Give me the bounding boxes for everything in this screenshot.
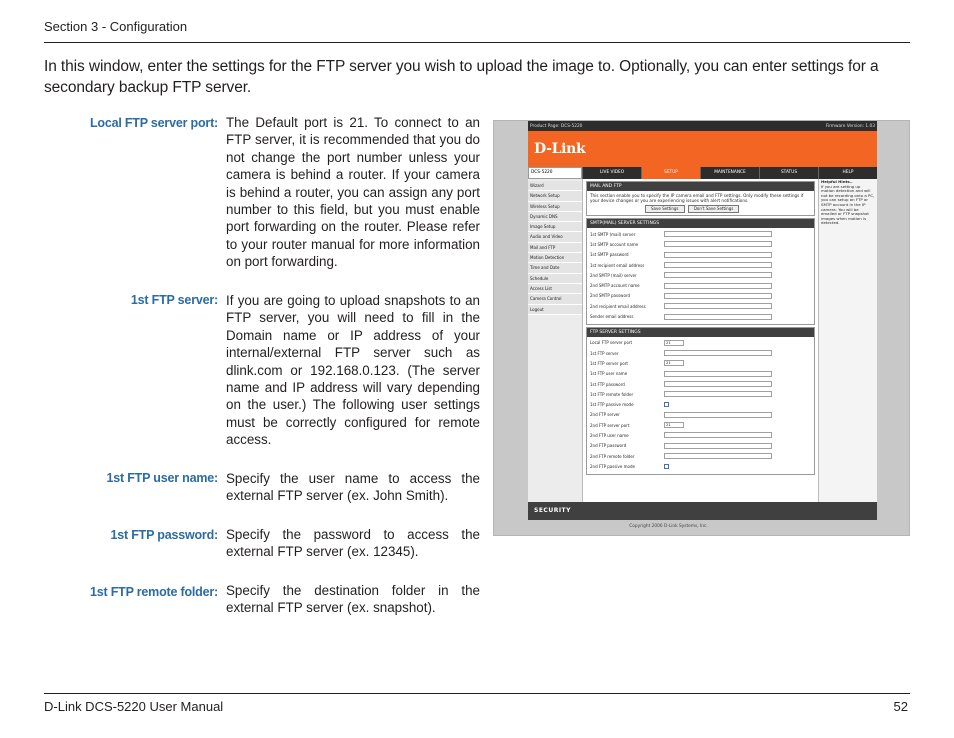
smtp-row bbox=[590, 229, 811, 239]
ftp-title: FTP SERVER SETTINGS bbox=[587, 328, 814, 337]
ftp-row bbox=[590, 430, 811, 440]
ftp-row bbox=[590, 389, 811, 399]
def-label-local-ftp-port: Local FTP server port: bbox=[89, 116, 218, 130]
1st-ftp-remote-folder-input[interactable] bbox=[664, 391, 772, 397]
ftp-row bbox=[590, 410, 811, 420]
sidebar-item-wireless-setup[interactable]: Wireless Setup bbox=[528, 202, 582, 212]
ftp-field-label: 2nd FTP server bbox=[590, 412, 620, 418]
ftp-field-label: 1st FTP remote folder bbox=[590, 391, 634, 397]
sidebar-item-schedule[interactable]: Schedule bbox=[528, 274, 582, 284]
def-text-1st-ftp-password: Specify the password to access the external FTP server (ex. 12345). bbox=[226, 527, 480, 560]
copyright-text: Copyright 2006 D-Link Systems, Inc. bbox=[629, 524, 708, 529]
1st-smtp-mail-server-input[interactable] bbox=[664, 231, 772, 237]
smtp-field-label: 2nd SMTP account name bbox=[590, 283, 640, 289]
mail-ftp-description: This section enable you to specify the IP camera email and FTP settings. Only modify these settings if your device changes or you are experiencing issues with alert notifications. bbox=[590, 193, 804, 203]
ftp-row bbox=[590, 451, 811, 461]
camera-web-app bbox=[528, 121, 877, 520]
tab-live-video[interactable]: LIVE VIDEO bbox=[582, 167, 641, 179]
1st-ftp-server-port-input[interactable]: 21 bbox=[664, 360, 684, 366]
smtp-title: SMTP(MAIL) SERVER SETTINGS bbox=[587, 219, 814, 228]
def-label-1st-ftp-folder: 1st FTP remote folder: bbox=[89, 585, 218, 599]
sidebar-item-image-setup[interactable]: Image Setup bbox=[528, 222, 582, 232]
1st-ftp-passive-mode-checkbox[interactable] bbox=[664, 402, 669, 407]
smtp-row bbox=[590, 280, 811, 290]
1st-smtp-password-input[interactable] bbox=[664, 252, 772, 258]
dont-save-settings-button[interactable]: Don't Save Settings bbox=[688, 205, 740, 213]
2nd-ftp-password-input[interactable] bbox=[664, 443, 772, 449]
ftp-row bbox=[590, 441, 811, 451]
ftp-field-label: 1st FTP server bbox=[590, 350, 619, 356]
intro-paragraph: In this window, enter the settings for the FTP server you wish to upload the image to. Optionally, you can enter settings for a secondary backup FTP server. bbox=[44, 58, 879, 96]
security-bar: SECURITY bbox=[528, 502, 877, 520]
2nd-ftp-remote-folder-input[interactable] bbox=[664, 453, 772, 459]
1st-ftp-server-input[interactable] bbox=[664, 350, 772, 356]
smtp-field-label: 1st SMTP account name bbox=[590, 241, 639, 247]
sidebar-item-camera-control[interactable]: Camera Control bbox=[528, 294, 582, 304]
mail-ftp-title: MAIL AND FTP bbox=[587, 182, 814, 191]
ftp-field-label: 2nd FTP user name bbox=[590, 432, 629, 438]
section-header: Section 3 - Configuration bbox=[44, 19, 188, 34]
def-text-local-ftp-port: The Default port is 21. To connect to an FTP server, it is recommended that you do not change the port number unless your camera is behind a router. If your camera is behind a router, you can assign any port number to this field, but you must enable port forwarding on the router. Please refer to your router manual for more information on port forwarding. bbox=[226, 115, 480, 270]
main-tab-bar bbox=[528, 167, 877, 179]
sidebar-item-time-and-date[interactable]: Time and Date bbox=[528, 263, 582, 273]
top-info-bar bbox=[528, 121, 877, 131]
1st-ftp-user-name-input[interactable] bbox=[664, 371, 772, 377]
sidebar-item-network-setup[interactable]: Network Setup bbox=[528, 191, 582, 201]
smtp-row bbox=[590, 311, 811, 321]
tab-status[interactable]: STATUS bbox=[759, 167, 818, 179]
2nd-smtp-account-name-input[interactable] bbox=[664, 283, 772, 289]
sidebar-item-audio-and-video[interactable]: Audio and Video bbox=[528, 232, 582, 242]
2nd-ftp-server-input[interactable] bbox=[664, 412, 772, 418]
ftp-row bbox=[590, 399, 811, 409]
sidebar-item-logout[interactable]: Logout bbox=[528, 305, 582, 315]
camera-ui-screenshot bbox=[493, 120, 910, 536]
def-text-1st-ftp-folder: Specify the destination folder in the external FTP server (ex. snapshot). bbox=[226, 583, 480, 616]
ftp-field-label: 1st FTP passive mode bbox=[590, 402, 634, 408]
def-text-1st-ftp-server: If you are going to upload snapshots to an FTP server, you will need to fill in the Domain name or IP address of your internal/external FTP server such as dlink.com or 192.168.0.123. (The server name and IP address will vary depending on the user.) The following user settings must be correctly configured for remote access. bbox=[226, 293, 480, 448]
save-settings-button[interactable]: Save Settings bbox=[645, 205, 685, 213]
sidebar-item-dynamic-dns[interactable]: Dynamic DNS bbox=[528, 212, 582, 222]
sidebar-item-mail-and-ftp[interactable]: Mail and FTP bbox=[528, 243, 582, 253]
model-label: DCS-5220 bbox=[528, 167, 582, 179]
ftp-row bbox=[590, 461, 811, 471]
footer-page-number: 52 bbox=[893, 699, 908, 714]
ftp-row bbox=[590, 338, 811, 348]
smtp-row bbox=[590, 250, 811, 260]
ftp-field-label: 2nd FTP password bbox=[590, 443, 627, 449]
ftp-field-label: 1st FTP password bbox=[590, 381, 625, 387]
2nd-smtp-mail-server-input[interactable] bbox=[664, 272, 772, 278]
2nd-recipient-email-address-input[interactable] bbox=[664, 303, 772, 309]
ftp-row bbox=[590, 420, 811, 430]
def-label-1st-ftp-password: 1st FTP password: bbox=[110, 528, 218, 542]
smtp-field-label: 2nd SMTP password bbox=[590, 293, 630, 299]
smtp-field-label: 1st recipient email address bbox=[590, 262, 645, 268]
ftp-row bbox=[590, 348, 811, 358]
smtp-field-label: 1st SMTP password bbox=[590, 252, 629, 258]
2nd-ftp-passive-mode-checkbox[interactable] bbox=[664, 464, 669, 469]
smtp-row bbox=[590, 291, 811, 301]
dlink-logo: D-Link bbox=[534, 141, 586, 157]
ftp-field-label: 2nd FTP passive mode bbox=[590, 463, 635, 469]
2nd-ftp-server-port-input[interactable]: 21 bbox=[664, 422, 684, 428]
ftp-row bbox=[590, 369, 811, 379]
ftp-row bbox=[590, 358, 811, 368]
def-text-1st-ftp-user: Specify the user name to access the external FTP server (ex. John Smith). bbox=[226, 471, 480, 504]
smtp-field-label: 1st SMTP (mail) server bbox=[590, 231, 636, 237]
tab-setup[interactable]: SETUP bbox=[641, 167, 700, 179]
mail-ftp-panel bbox=[586, 181, 815, 216]
smtp-field-label: Sender email address bbox=[590, 314, 634, 320]
tab-help[interactable]: HELP bbox=[818, 167, 877, 179]
smtp-row bbox=[590, 260, 811, 270]
ftp-panel bbox=[586, 327, 815, 475]
sidebar-item-motion-detection[interactable]: Motion Detection bbox=[528, 253, 582, 263]
ftp-row bbox=[590, 379, 811, 389]
ftp-field-label: 1st FTP user name bbox=[590, 371, 628, 377]
footer-rule bbox=[44, 693, 910, 694]
1st-ftp-password-input[interactable] bbox=[664, 381, 772, 387]
local-ftp-server-port-input[interactable]: 21 bbox=[664, 340, 684, 346]
hints-title: Helpful Hints.. bbox=[821, 179, 853, 184]
footer-manual-title: D-Link DCS-5220 User Manual bbox=[44, 699, 224, 714]
smtp-row bbox=[590, 270, 811, 280]
def-label-1st-ftp-server: 1st FTP server: bbox=[130, 293, 218, 307]
sidebar-item-access-list[interactable]: Access List bbox=[528, 284, 582, 294]
smtp-row bbox=[590, 239, 811, 249]
ftp-field-label: 1st FTP server port bbox=[590, 360, 628, 366]
ftp-field-label: Local FTP server port bbox=[590, 340, 633, 346]
smtp-field-label: 2nd recipient email address bbox=[590, 303, 646, 309]
ftp-field-label: 2nd FTP remote folder bbox=[590, 453, 635, 459]
brand-banner bbox=[528, 131, 877, 167]
def-label-1st-ftp-user: 1st FTP user name: bbox=[106, 471, 218, 485]
1st-recipient-email-address-input[interactable] bbox=[664, 262, 772, 268]
helpful-hints bbox=[819, 179, 877, 502]
product-page-label: Product Page: DCS-5220 bbox=[530, 123, 583, 129]
smtp-field-label: 2nd SMTP (mail) server bbox=[590, 272, 637, 278]
setup-content bbox=[582, 179, 819, 502]
smtp-row bbox=[590, 301, 811, 311]
sender-email-address-input[interactable] bbox=[664, 314, 772, 320]
2nd-ftp-user-name-input[interactable] bbox=[664, 432, 772, 438]
firmware-version-label: Firmware Version: 1.03 bbox=[825, 123, 875, 129]
1st-smtp-account-name-input[interactable] bbox=[664, 241, 772, 247]
tab-maintenance[interactable]: MAINTENANCE bbox=[700, 167, 759, 179]
ftp-field-label: 2nd FTP server port bbox=[590, 422, 630, 428]
header-rule bbox=[44, 42, 910, 43]
setup-sidebar bbox=[528, 179, 582, 502]
smtp-panel bbox=[586, 218, 815, 325]
hints-text: If you are setting up motion detection and will not be recording onto a PC, you can setup an FTP or SMTP account in the IP camera. You will be emailed or FTP snapshot images when motion is detected. bbox=[821, 183, 875, 226]
sidebar-item-wizard[interactable]: Wizard bbox=[528, 181, 582, 191]
2nd-smtp-password-input[interactable] bbox=[664, 293, 772, 299]
